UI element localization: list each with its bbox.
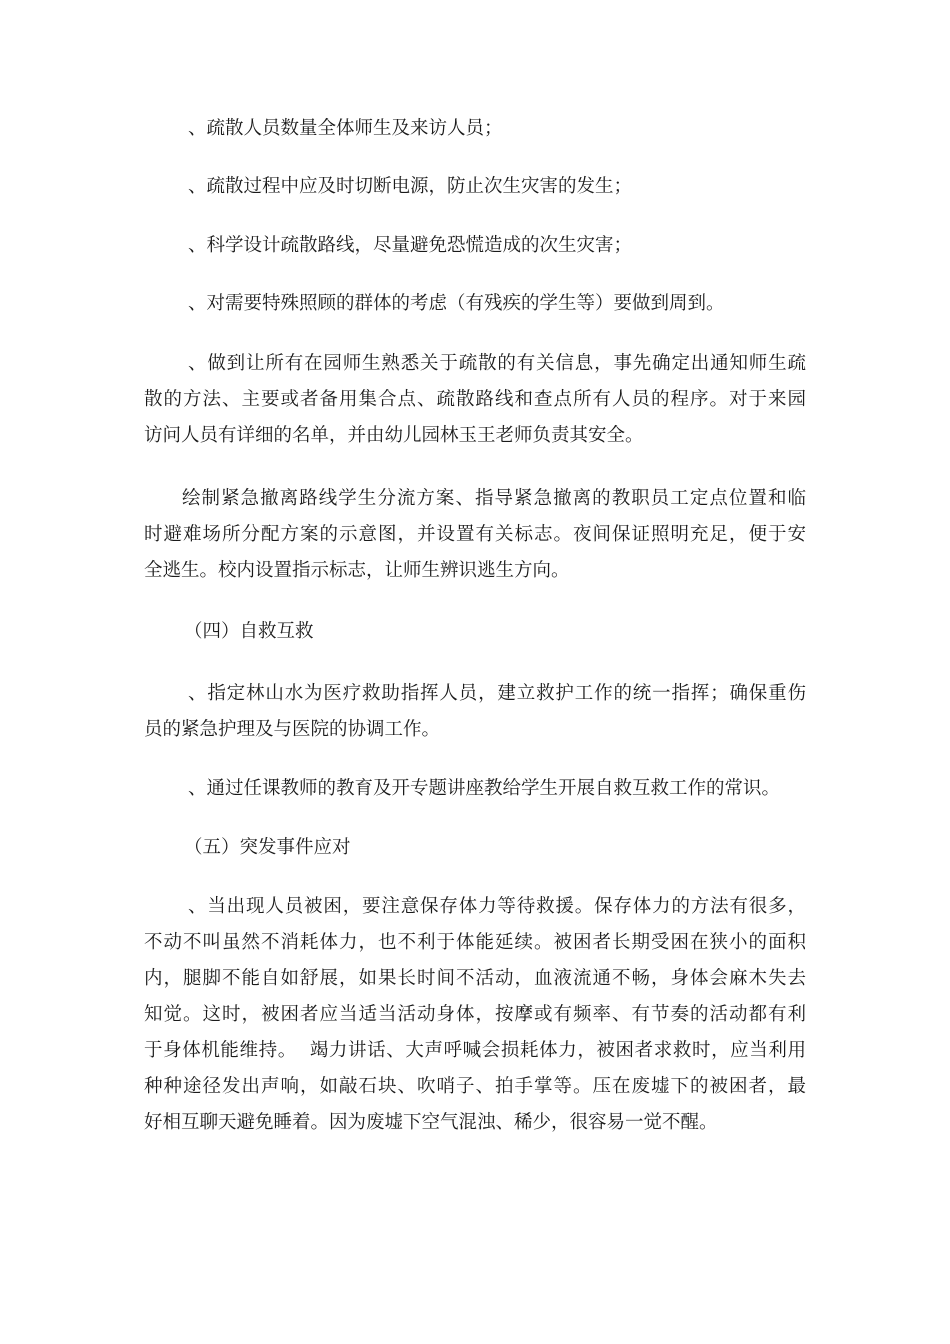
text-line: 种种途径发出声响，如敲石块、吹哨子、拍手掌等。压在废墟下的被困者，最 xyxy=(144,1076,806,1097)
text-line: （四）自救互救 xyxy=(184,621,314,642)
paragraph-evacuation-map xyxy=(144,481,806,589)
paragraph-self-rescue-education xyxy=(144,771,806,807)
text-line: 内，腿脚不能自如舒展，如果长时间不活动，血液流通不畅，身体会麻木失去 xyxy=(144,968,806,989)
text-line: 、疏散过程中应及时切断电源，防止次生灾害的发生； xyxy=(188,176,633,197)
text-line: 、做到让所有在园师生熟悉关于疏散的有关信息，事先确定出通知师生疏 xyxy=(188,353,806,374)
paragraph-special-care xyxy=(144,286,806,322)
paragraph-evacuation-info xyxy=(144,346,806,454)
text-line: 、当出现人员被困，要注意保存体力等待救援。保存体力的方法有很多， xyxy=(188,896,806,917)
text-line: 时避难场所分配方案的示意图，并设置有关标志。夜间保证照明充足，便于安 xyxy=(144,524,806,545)
text-line: 、指定林山水为医疗救助指挥人员，建立救护工作的统一指挥；确保重伤 xyxy=(188,683,806,704)
text-line: 访问人员有详细的名单，并由幼儿园林玉王老师负责其安全。 xyxy=(144,425,644,446)
text-line: 、通过任课教师的教育及开专题讲座教给学生开展自救互救工作的常识。 xyxy=(188,778,781,799)
text-line: 于身体机能维持。 竭力讲话、大声呼喊会损耗体力，被困者求救时，应当利用 xyxy=(144,1040,806,1061)
text-line: 知觉。这时，被困者应当适当活动身体，按摩或有频率、有节奏的活动都有利 xyxy=(144,1004,806,1025)
paragraph-trapped-persons xyxy=(144,889,806,1141)
paragraph-evacuation-route xyxy=(144,228,806,264)
text-line: 全逃生。校内设置指示标志，让师生辨识逃生方向。 xyxy=(144,560,570,581)
text-line: 、疏散人员数量全体师生及来访人员； xyxy=(188,118,503,139)
text-line: 不动不叫虽然不消耗体力，也不利于体能延续。被困者长期受困在狭小的面积 xyxy=(144,932,806,953)
section-heading-self-rescue xyxy=(144,614,806,650)
text-line: （五）突发事件应对 xyxy=(184,837,351,858)
text-line: 员的紧急护理及与医院的协调工作。 xyxy=(144,719,441,740)
paragraph-evacuation-count xyxy=(144,111,806,147)
text-line: 好相互聊天避免睡着。因为废墟下空气混浊、稀少，很容易一觉不醒。 xyxy=(144,1112,718,1133)
section-heading-emergency-response xyxy=(144,830,806,866)
text-line: 、科学设计疏散路线，尽量避免恐慌造成的次生灾害； xyxy=(188,235,633,256)
text-line: 、对需要特殊照顾的群体的考虑（有残疾的学生等）要做到周到。 xyxy=(188,293,725,314)
paragraph-medical-command xyxy=(144,676,806,748)
text-line: 绘制紧急撤离路线学生分流方案、指导紧急撤离的教职员工定点位置和临 xyxy=(182,488,806,509)
paragraph-cut-power xyxy=(144,169,806,205)
text-line: 散的方法、主要或者备用集合点、疏散路线和查点所有人员的程序。对于来园 xyxy=(144,389,806,410)
